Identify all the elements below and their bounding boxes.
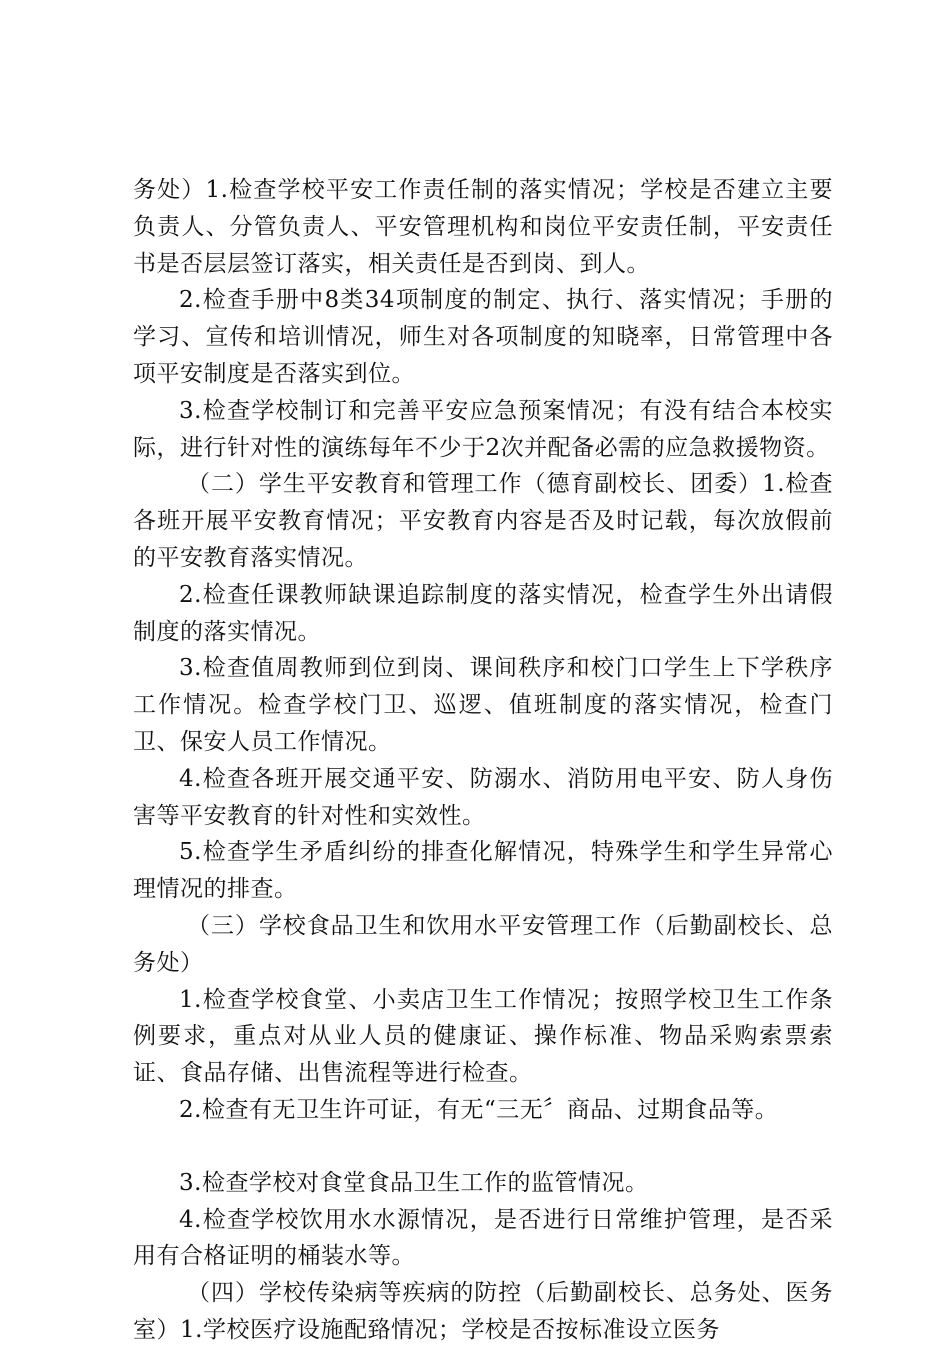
paragraph-handbook-rules: 2.检查手册中8类34项制度的制定、执行、落实情况；手册的学习、宣传和培训情况，师生对各项制度的知晓率，日常管理中各项平安制度是否落实到位。 [133,287,833,387]
paragraph-section-three-heading: （三）学校食品卫生和饮用水平安管理工作（后勤副校长、总务处） [133,912,833,976]
paragraph-drinking-water: 4.检查学校饮用水水源情况，是否进行日常维护管理，是否采用有合格证明的桶装水等。 [133,1206,833,1270]
paragraph-section-four-heading: （四）学校传染病等疾病的防控（后勤副校长、总务处、医务室）1.学校医疗设施配臵情况；学校是否按标准设立医务 [133,1280,833,1343]
paragraph-responsibility: 务处）1.检查学校平安工作责任制的落实情况；学校是否建立主要负责人、分管负责人、平安管理机构和岗位平安责任制，平安责任书是否层层签订落实，相关责任是否到岗、到人。 [133,177,833,277]
paragraph-safety-education: 4.检查各班开展交通平安、防溺水、消防用电平安、防人身伤害等平安教育的针对性和实效性。 [133,765,833,829]
paragraph-absence-tracking: 2.检查任课教师缺课追踪制度的落实情况，检查学生外出请假制度的落实情况。 [133,581,833,645]
paragraph-section-two-heading: （二）学生平安教育和管理工作（德育副校长、团委）1.检查各班开展平安教育情况；平安教育内容是否及时记载，每次放假前的平安教育落实情况。 [133,471,833,571]
paragraph-duty-teachers: 3.检查值周教师到位到岗、课间秩序和校门口学生上下学秩序工作情况。检查学校门卫、巡逻、值班制度的落实情况，检查门卫、保安人员工作情况。 [133,655,833,755]
paragraph-emergency-plan: 3.检查学校制订和完善平安应急预案情况；有没有结合本校实际，进行针对性的演练每年不少于2次并配备必需的应急救援物资。 [133,397,833,461]
paragraph-canteen-check: 1.检查学校食堂、小卖店卫生工作情况；按照学校卫生工作条例要求，重点对从业人员的健康证、操作标准、物品采购索票索证、食品存储、出售流程等进行检查。 [133,986,833,1087]
paragraph-canteen-supervision: 3.检查学校对食堂食品卫生工作的监管情况。 [179,1169,649,1196]
paragraph-conflict-resolution: 5.检查学生矛盾纠纷的排查化解情况，特殊学生和学生异常心理情况的排查。 [133,839,833,903]
document-body [133,172,833,1349]
paragraph-license-check: 2.检查有无卫生许可证，有无“三无〞商品、过期食品等。 [179,1096,779,1123]
